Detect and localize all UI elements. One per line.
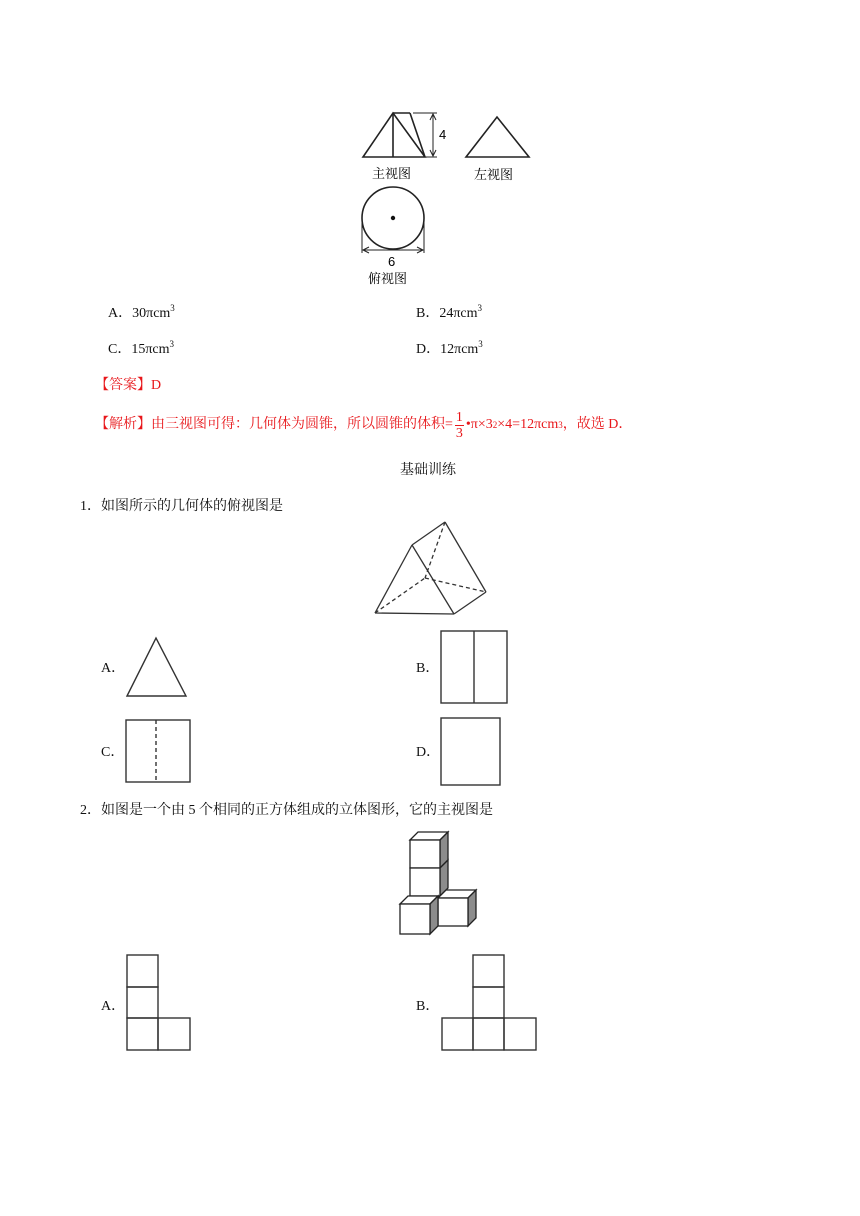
answer-label: 【答案】 [95, 378, 151, 393]
question-number: 1． [80, 499, 101, 514]
question-number: 2． [80, 803, 101, 818]
analysis-conclusion: ，故选 D． [562, 417, 633, 432]
example-option-d [416, 341, 483, 359]
option-letter: D． [416, 342, 441, 357]
q1-option-b-figure [440, 630, 508, 704]
fraction-numerator: 1 [455, 409, 463, 425]
question-2 [80, 802, 493, 820]
analysis-text: 由三视图可得：几何体为圆锥，所以圆锥的体积= [151, 417, 453, 432]
front-view-shape [363, 113, 437, 157]
option-letter: B． [416, 306, 440, 321]
height-value: 4 [439, 127, 447, 142]
option-exponent: 3 [477, 303, 483, 313]
q1-option-c-figure [125, 719, 191, 783]
question-text: 如图所示的几何体的俯视图是 [101, 499, 283, 514]
question-1 [80, 498, 283, 516]
t-shape-squares [440, 953, 540, 1053]
option-value: 30πcm [132, 306, 171, 321]
answer-line [95, 377, 161, 395]
example-option-a [108, 305, 175, 323]
three-view-figure [355, 105, 545, 290]
option-value: 24πcm [439, 306, 478, 321]
option-exponent: 3 [169, 339, 175, 349]
top-view-shape [362, 187, 424, 253]
fraction [455, 410, 464, 441]
q2-option-b-figure [440, 953, 540, 1053]
q1-prism-figure [370, 518, 492, 616]
option-exponent: 3 [170, 303, 175, 313]
analysis-label: 【解析】 [95, 417, 151, 432]
q2-option-a-label: A． [101, 999, 126, 1014]
triangular-prism-drawing [370, 518, 492, 616]
left-view-shape [466, 117, 529, 157]
analysis-line: 【解析】 由三视图可得：几何体为圆锥，所以圆锥的体积= $\frac{1}{3}$ •π×3 2 ×4=12πcm 3 ，故选 D． [95, 409, 633, 441]
plain-rectangle [440, 717, 502, 786]
q1-option-a-label: A． [101, 661, 126, 676]
three-view-drawing [355, 105, 545, 290]
top-view-label: 俯视图 [368, 271, 408, 286]
q1-option-a-figure [125, 636, 189, 698]
analysis-formula: •π×3 [465, 417, 493, 432]
q1-option-c-label: C． [101, 745, 125, 760]
q1-option-d-figure [440, 717, 502, 786]
option-letter: C． [108, 342, 132, 357]
option-value: 15πcm [131, 342, 170, 357]
analysis-formula-result: ×4=12πcm [497, 417, 559, 432]
q1-option-d-label: D． [416, 745, 441, 760]
example-option-b [416, 305, 482, 323]
stacked-cubes-drawing [398, 826, 482, 938]
answer-value: D [151, 378, 162, 393]
option-exponent: 3 [478, 339, 483, 349]
option-letter: A． [108, 306, 133, 321]
section-title: 基础训练 [400, 463, 456, 478]
question-text: 如图是一个由 5 个相同的正方体组成的立体图形，它的主视图是 [101, 803, 493, 818]
diameter-value: 6 [388, 254, 396, 269]
q2-option-a-figure [125, 953, 193, 1053]
fraction-denominator: 3 [455, 425, 463, 441]
rectangle-with-dashed-line [125, 719, 191, 783]
l-shape-squares [125, 953, 193, 1053]
q1-option-b-label: B． [416, 661, 440, 676]
triangle-shape [125, 636, 189, 698]
q2-option-b-label: B． [416, 999, 440, 1014]
front-view-label: 主视图 [372, 166, 412, 181]
option-value: 12πcm [440, 342, 479, 357]
rectangle-with-solid-line [440, 630, 508, 704]
q2-cubes-figure [398, 826, 482, 938]
example-option-c [108, 341, 174, 359]
left-view-label: 左视图 [474, 167, 514, 182]
